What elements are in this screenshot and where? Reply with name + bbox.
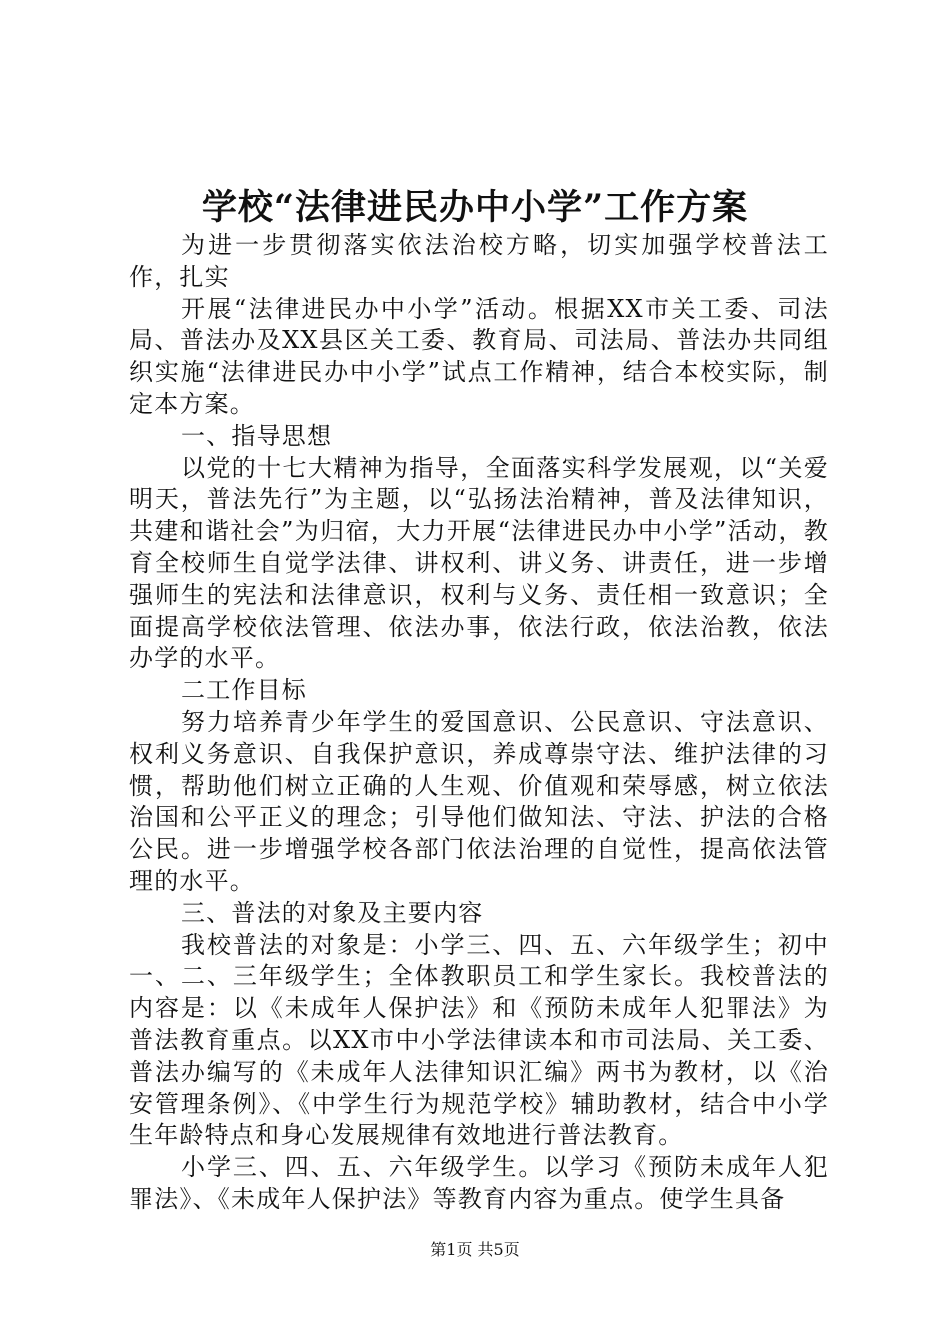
section-heading-2: 二工作目标 [181, 676, 307, 705]
paragraph-intro-2: 开展“法律进民办中小学”活动。根据XX市关工委、司法局、普法办及XX县区关工委、教育局、司法局、普法办共同组织实施“法律进民办中小学”试点工作精神，结合本校实际，制定本方案。 [129, 294, 829, 418]
document-title: 学校“法律进民办中小学”工作方案 [201, 187, 749, 228]
page-footer: 第1页 共5页 [430, 1240, 520, 1259]
paragraph-primary-students: 小学三、四、五、六年级学生。以学习《预防未成年人犯罪法》、《未成年人保护法》等教育内容为重点。使学生具备 [129, 1153, 829, 1213]
paragraph-work-goals: 努力培养青少年学生的爱国意识、公民意识、守法意识、权利义务意识、自我保护意识，养成尊崇守法、维护法律的习惯，帮助他们树立正确的人生观、价值观和荣辱感，树立依法治国和公平正义的理念；引导他们做知法、守法、护法的合格公民。进一步增强学校各部门依法治理的自觉性，提高依法管理的水平。 [129, 707, 829, 895]
section-heading-1: 一、指导思想 [181, 421, 333, 450]
paragraph-intro-1: 为进一步贯彻落实依法治校方略，切实加强学校普法工作，扎实 [129, 231, 829, 291]
paragraph-targets-content: 我校普法的对象是：小学三、四、五、六年级学生；初中一、二、三年级学生；全体教职员工和学生家长。我校普法的内容是：以《未成年人保护法》和《预防未成年人犯罪法》为普法教育重点。以XX市中小学法律读本和市司法局、关工委、普法办编写的《未成年人法律知识汇编》两书为教材，以《治安管理条例》、《中学生行为规范学校》辅助教材，结合中小学生年龄特点和身心发展规律有效地进行普法教育。 [129, 930, 829, 1150]
section-heading-3: 三、普法的对象及主要内容 [181, 898, 484, 927]
document-body [129, 208, 829, 1216]
paragraph-guiding-ideology: 以党的十七大精神为指导，全面落实科学发展观，以“关爱明天，普法先行”为主题，以“弘扬法治精神，普及法律知识，共建和谐社会”为归宿，大力开展“法律进民办中小学”活动，教育全校师生自觉学法律、讲权利、讲义务、讲责任，进一步增强师生的宪法和法律意识，权利与义务、责任相一致意识；全面提高学校依法管理、依法办事，依法行政，依法治教，依法办学的水平。 [129, 453, 829, 673]
